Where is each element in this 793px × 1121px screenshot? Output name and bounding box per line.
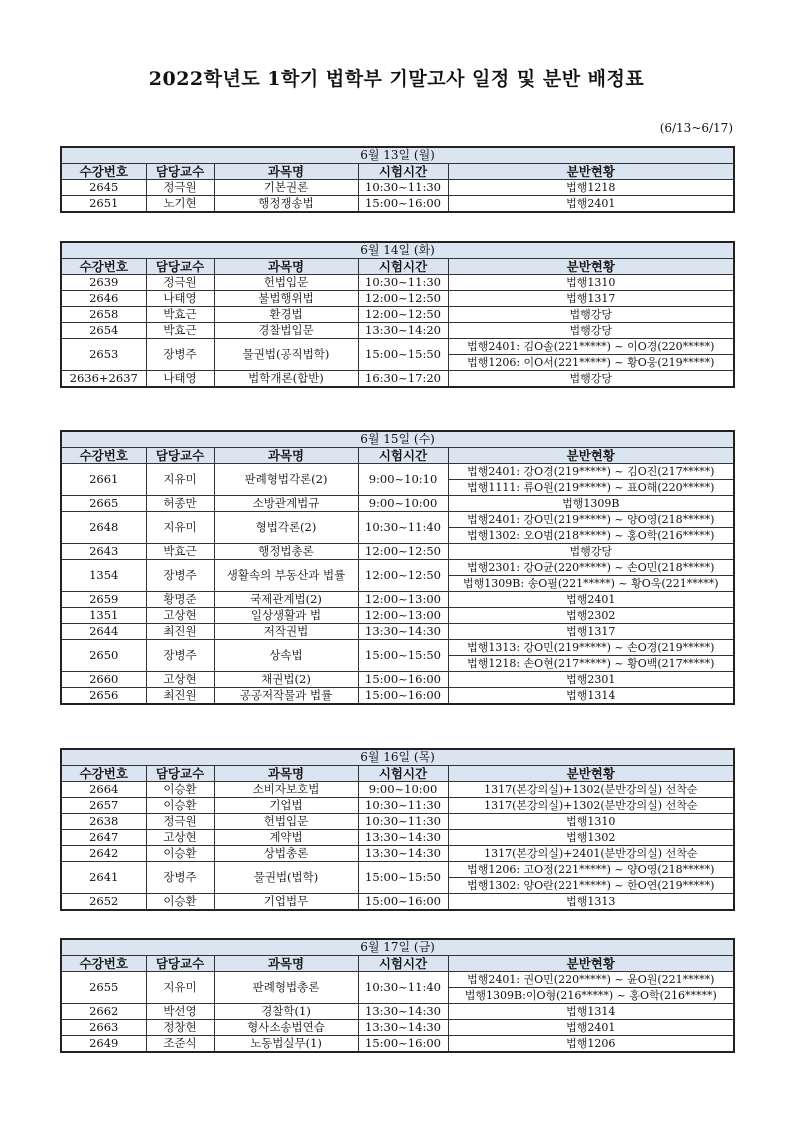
day-header: 6월 14일 (화): [61, 242, 734, 259]
course-number: 2647: [61, 830, 146, 846]
schedule-table-day: [60, 938, 735, 1053]
table-row: [61, 180, 734, 196]
professor: 나태영: [146, 291, 214, 307]
course-name: 생활속의 부동산과 법률: [214, 560, 358, 592]
exam-time: 12:00~13:00: [358, 608, 448, 624]
room-assignment: 법행1302: [448, 830, 734, 846]
table-row: [61, 830, 734, 846]
exam-time: 10:30~11:40: [358, 972, 448, 1004]
room-assignment: 법행1218: 손O현(217*****) ~ 황O백(217*****): [448, 656, 734, 672]
course-number: 2646: [61, 291, 146, 307]
document-title: 2022학년도 1학기 법학부 기말고사 일정 및 분반 배정표: [148, 68, 645, 90]
table-row: [61, 972, 734, 988]
column-header: 시험시간: [358, 956, 448, 972]
room-assignment: 법행1309B: 송O필(221*****) ~ 황O욱(221*****): [448, 576, 734, 592]
course-number: 2663: [61, 1020, 146, 1036]
column-header: 과목명: [214, 448, 358, 464]
table-row: [61, 1004, 734, 1020]
course-name: 법학개론(합반): [214, 371, 358, 388]
column-header: 시험시간: [358, 259, 448, 275]
course-name: 환경법: [214, 307, 358, 323]
column-header: 담당교수: [146, 259, 214, 275]
course-name: 헌법입문: [214, 814, 358, 830]
table-row: [61, 339, 734, 355]
course-number: 2662: [61, 1004, 146, 1020]
column-header: 수강번호: [61, 956, 146, 972]
column-header: 분반현황: [448, 766, 734, 782]
professor: 나태영: [146, 371, 214, 388]
course-number: 2648: [61, 512, 146, 544]
room-assignment: 법행강당: [448, 371, 734, 388]
room-assignment: 법행강당: [448, 544, 734, 560]
room-assignment: 법행2301: 강O균(220*****) ~ 손O민(218*****): [448, 560, 734, 576]
course-name: 저작권법: [214, 624, 358, 640]
column-header: 수강번호: [61, 766, 146, 782]
course-name: 공공저작물과 법률: [214, 688, 358, 705]
column-header: 과목명: [214, 766, 358, 782]
room-assignment: 법행강당: [448, 323, 734, 339]
professor: 조준식: [146, 1036, 214, 1053]
room-assignment: 법행1206: [448, 1036, 734, 1053]
professor: 정극원: [146, 180, 214, 196]
course-name: 물권법(법학): [214, 862, 358, 894]
professor: 지유미: [146, 464, 214, 496]
exam-time: 15:00~16:00: [358, 196, 448, 213]
table-row: [61, 640, 734, 656]
course-number: 2664: [61, 782, 146, 798]
room-assignment: 법행1310: [448, 275, 734, 291]
course-number: 2643: [61, 544, 146, 560]
room-assignment: 법행1309B: [448, 496, 734, 512]
table-row: [61, 688, 734, 705]
schedule-table-day: [60, 241, 735, 388]
exam-time: 15:00~15:50: [358, 640, 448, 672]
exam-time: 13:30~14:30: [358, 624, 448, 640]
room-assignment: 법행1206: 고O정(221*****) ~ 양O영(218*****): [448, 862, 734, 878]
course-number: 1354: [61, 560, 146, 592]
column-header: 시험시간: [358, 766, 448, 782]
exam-time: 9:00~10:00: [358, 496, 448, 512]
room-assignment: 법행1218: [448, 180, 734, 196]
professor: 노기현: [146, 196, 214, 213]
room-assignment: 법행1313: 강O민(219*****) ~ 손O경(219*****): [448, 640, 734, 656]
exam-time: 10:30~11:40: [358, 512, 448, 544]
room-assignment: 1317(본강의실)+2401(분반강의실) 선착순: [448, 846, 734, 862]
course-name: 행정쟁송법: [214, 196, 358, 213]
table-row: [61, 291, 734, 307]
professor: 정극원: [146, 814, 214, 830]
exam-time: 12:00~12:50: [358, 560, 448, 592]
column-header: 수강번호: [61, 259, 146, 275]
room-assignment: 법행1309B:이O형(216*****) ~ 홍O학(216*****): [448, 988, 734, 1004]
course-name: 헌법입문: [214, 275, 358, 291]
course-name: 물권법(공직법학): [214, 339, 358, 371]
course-number: 2638: [61, 814, 146, 830]
course-number: 2651: [61, 196, 146, 213]
room-assignment: 법행2401: [448, 196, 734, 213]
course-number: 2641: [61, 862, 146, 894]
room-assignment: 법행1314: [448, 688, 734, 705]
table-row: [61, 371, 734, 388]
course-number: 2660: [61, 672, 146, 688]
table-row: [61, 672, 734, 688]
table-row: [61, 496, 734, 512]
course-name: 소비자보호법: [214, 782, 358, 798]
table-row: [61, 862, 734, 878]
course-name: 행정법총론: [214, 544, 358, 560]
exam-time: 9:00~10:00: [358, 782, 448, 798]
course-number: 2654: [61, 323, 146, 339]
room-assignment: 법행1317: [448, 291, 734, 307]
table-row: [61, 464, 734, 480]
exam-time: 9:00~10:10: [358, 464, 448, 496]
course-name: 불법행위법: [214, 291, 358, 307]
professor: 정창현: [146, 1020, 214, 1036]
professor: 허종만: [146, 496, 214, 512]
exam-time: 10:30~11:30: [358, 275, 448, 291]
course-name: 경찰학(1): [214, 1004, 358, 1020]
course-number: 2642: [61, 846, 146, 862]
course-number: 1351: [61, 608, 146, 624]
table-row: [61, 782, 734, 798]
table-row: [61, 196, 734, 213]
course-number: 2644: [61, 624, 146, 640]
course-number: 2639: [61, 275, 146, 291]
course-number: 2653: [61, 339, 146, 371]
professor: 이승환: [146, 894, 214, 911]
room-assignment: 법행1317: [448, 624, 734, 640]
room-assignment: 법행1313: [448, 894, 734, 911]
column-header: 수강번호: [61, 448, 146, 464]
column-header: 시험시간: [358, 448, 448, 464]
exam-time: 15:00~15:50: [358, 339, 448, 371]
exam-time: 15:00~16:00: [358, 688, 448, 705]
professor: 지유미: [146, 972, 214, 1004]
professor: 지유미: [146, 512, 214, 544]
professor: 고상현: [146, 672, 214, 688]
course-number: 2657: [61, 798, 146, 814]
exam-time: 16:30~17:20: [358, 371, 448, 388]
course-number: 2658: [61, 307, 146, 323]
exam-time: 13:30~14:30: [358, 1004, 448, 1020]
room-assignment: 법행1111: 류O원(219*****) ~ 표O해(220*****): [448, 480, 734, 496]
column-header: 담당교수: [146, 956, 214, 972]
course-name: 국제관계법(2): [214, 592, 358, 608]
course-name: 계약법: [214, 830, 358, 846]
exam-time: 15:00~15:50: [358, 862, 448, 894]
course-name: 경찰법입문: [214, 323, 358, 339]
schedule-table-day: [60, 430, 735, 705]
column-header: 분반현황: [448, 956, 734, 972]
day-header: 6월 17일 (금): [61, 939, 734, 956]
professor: 박효근: [146, 307, 214, 323]
room-assignment: 법행2401: 강O경(219*****) ~ 김O진(217*****): [448, 464, 734, 480]
room-assignment: 법행1302: 양O란(221*****) ~ 한O연(219*****): [448, 878, 734, 894]
course-number: 2649: [61, 1036, 146, 1053]
exam-time: 13:30~14:30: [358, 1020, 448, 1036]
table-row: [61, 846, 734, 862]
professor: 장병주: [146, 640, 214, 672]
table-row: [61, 894, 734, 911]
exam-time: 15:00~16:00: [358, 1036, 448, 1053]
table-row: [61, 275, 734, 291]
column-header: 수강번호: [61, 164, 146, 180]
exam-time: 15:00~16:00: [358, 894, 448, 911]
exam-time: 12:00~12:50: [358, 291, 448, 307]
professor: 정극원: [146, 275, 214, 291]
table-row: [61, 798, 734, 814]
column-header: 담당교수: [146, 164, 214, 180]
table-row: [61, 814, 734, 830]
day-header: 6월 16일 (목): [61, 749, 734, 766]
professor: 박효근: [146, 323, 214, 339]
table-row: [61, 544, 734, 560]
professor: 장병주: [146, 862, 214, 894]
course-number: 2655: [61, 972, 146, 1004]
room-assignment: 법행2401: 권O민(220*****) ~ 윤O원(221*****): [448, 972, 734, 988]
column-header: 분반현황: [448, 164, 734, 180]
exam-time: 13:30~14:30: [358, 846, 448, 862]
room-assignment: 법행1302: 오O범(218*****) ~ 홍O학(216*****): [448, 528, 734, 544]
table-row: [61, 323, 734, 339]
room-assignment: 1317(본강의실)+1302(분반강의실) 선착순: [448, 782, 734, 798]
course-name: 소방관계법규: [214, 496, 358, 512]
room-assignment: 법행2401: [448, 1020, 734, 1036]
course-name: 노동법실무(1): [214, 1036, 358, 1053]
course-number: 2652: [61, 894, 146, 911]
schedule-table-day: [60, 146, 735, 213]
column-header: 과목명: [214, 956, 358, 972]
professor: 황명준: [146, 592, 214, 608]
course-number: 2645: [61, 180, 146, 196]
exam-time: 10:30~11:30: [358, 180, 448, 196]
column-header: 분반현황: [448, 259, 734, 275]
course-number: 2661: [61, 464, 146, 496]
table-row: [61, 307, 734, 323]
table-row: [61, 592, 734, 608]
course-name: 형사소송법연습: [214, 1020, 358, 1036]
professor: 이승환: [146, 846, 214, 862]
exam-time: 13:30~14:30: [358, 830, 448, 846]
room-assignment: 법행2401: 김O솔(221*****) ~ 이O경(220*****): [448, 339, 734, 355]
course-name: 상속법: [214, 640, 358, 672]
column-header: 담당교수: [146, 448, 214, 464]
column-header: 분반현황: [448, 448, 734, 464]
course-number: 2659: [61, 592, 146, 608]
professor: 박효근: [146, 544, 214, 560]
room-assignment: 1317(본강의실)+1302(분반강의실) 선착순: [448, 798, 734, 814]
professor: 박선영: [146, 1004, 214, 1020]
room-assignment: 법행1206: 이O서(221*****) ~ 황O웅(219*****): [448, 355, 734, 371]
room-assignment: 법행2302: [448, 608, 734, 624]
exam-time: 10:30~11:30: [358, 798, 448, 814]
course-name: 기업법무: [214, 894, 358, 911]
professor: 이승환: [146, 782, 214, 798]
day-header: 6월 15일 (수): [61, 431, 734, 448]
professor: 고상현: [146, 608, 214, 624]
table-row: [61, 512, 734, 528]
day-header: 6월 13일 (월): [61, 147, 734, 164]
column-header: 시험시간: [358, 164, 448, 180]
exam-time: 13:30~14:20: [358, 323, 448, 339]
course-name: 일상생활과 법: [214, 608, 358, 624]
exam-time: 10:30~11:30: [358, 814, 448, 830]
date-range: (6/13~6/17): [659, 121, 733, 135]
room-assignment: 법행2401: 강O민(219*****) ~ 양O영(218*****): [448, 512, 734, 528]
exam-time: 12:00~13:00: [358, 592, 448, 608]
course-name: 상법총론: [214, 846, 358, 862]
course-name: 기업법: [214, 798, 358, 814]
course-name: 기본권론: [214, 180, 358, 196]
exam-time: 15:00~16:00: [358, 672, 448, 688]
exam-time: 12:00~12:50: [358, 544, 448, 560]
table-row: [61, 1020, 734, 1036]
column-header: 과목명: [214, 164, 358, 180]
professor: 고상현: [146, 830, 214, 846]
course-number: 2656: [61, 688, 146, 705]
professor: 이승환: [146, 798, 214, 814]
schedule-table-day: [60, 748, 735, 911]
room-assignment: 법행2401: [448, 592, 734, 608]
course-name: 채권법(2): [214, 672, 358, 688]
column-header: 과목명: [214, 259, 358, 275]
column-header: 담당교수: [146, 766, 214, 782]
course-name: 형법각론(2): [214, 512, 358, 544]
course-number: 2636+2637: [61, 371, 146, 388]
course-name: 판례형법총론: [214, 972, 358, 1004]
professor: 최진원: [146, 688, 214, 705]
table-row: [61, 560, 734, 576]
room-assignment: 법행1310: [448, 814, 734, 830]
course-name: 판례형법각론(2): [214, 464, 358, 496]
room-assignment: 법행1314: [448, 1004, 734, 1020]
course-number: 2665: [61, 496, 146, 512]
table-row: [61, 608, 734, 624]
table-row: [61, 624, 734, 640]
exam-time: 12:00~12:50: [358, 307, 448, 323]
room-assignment: 법행2301: [448, 672, 734, 688]
room-assignment: 법행강당: [448, 307, 734, 323]
professor: 최진원: [146, 624, 214, 640]
professor: 장병주: [146, 560, 214, 592]
table-row: [61, 1036, 734, 1053]
professor: 장병주: [146, 339, 214, 371]
course-number: 2650: [61, 640, 146, 672]
